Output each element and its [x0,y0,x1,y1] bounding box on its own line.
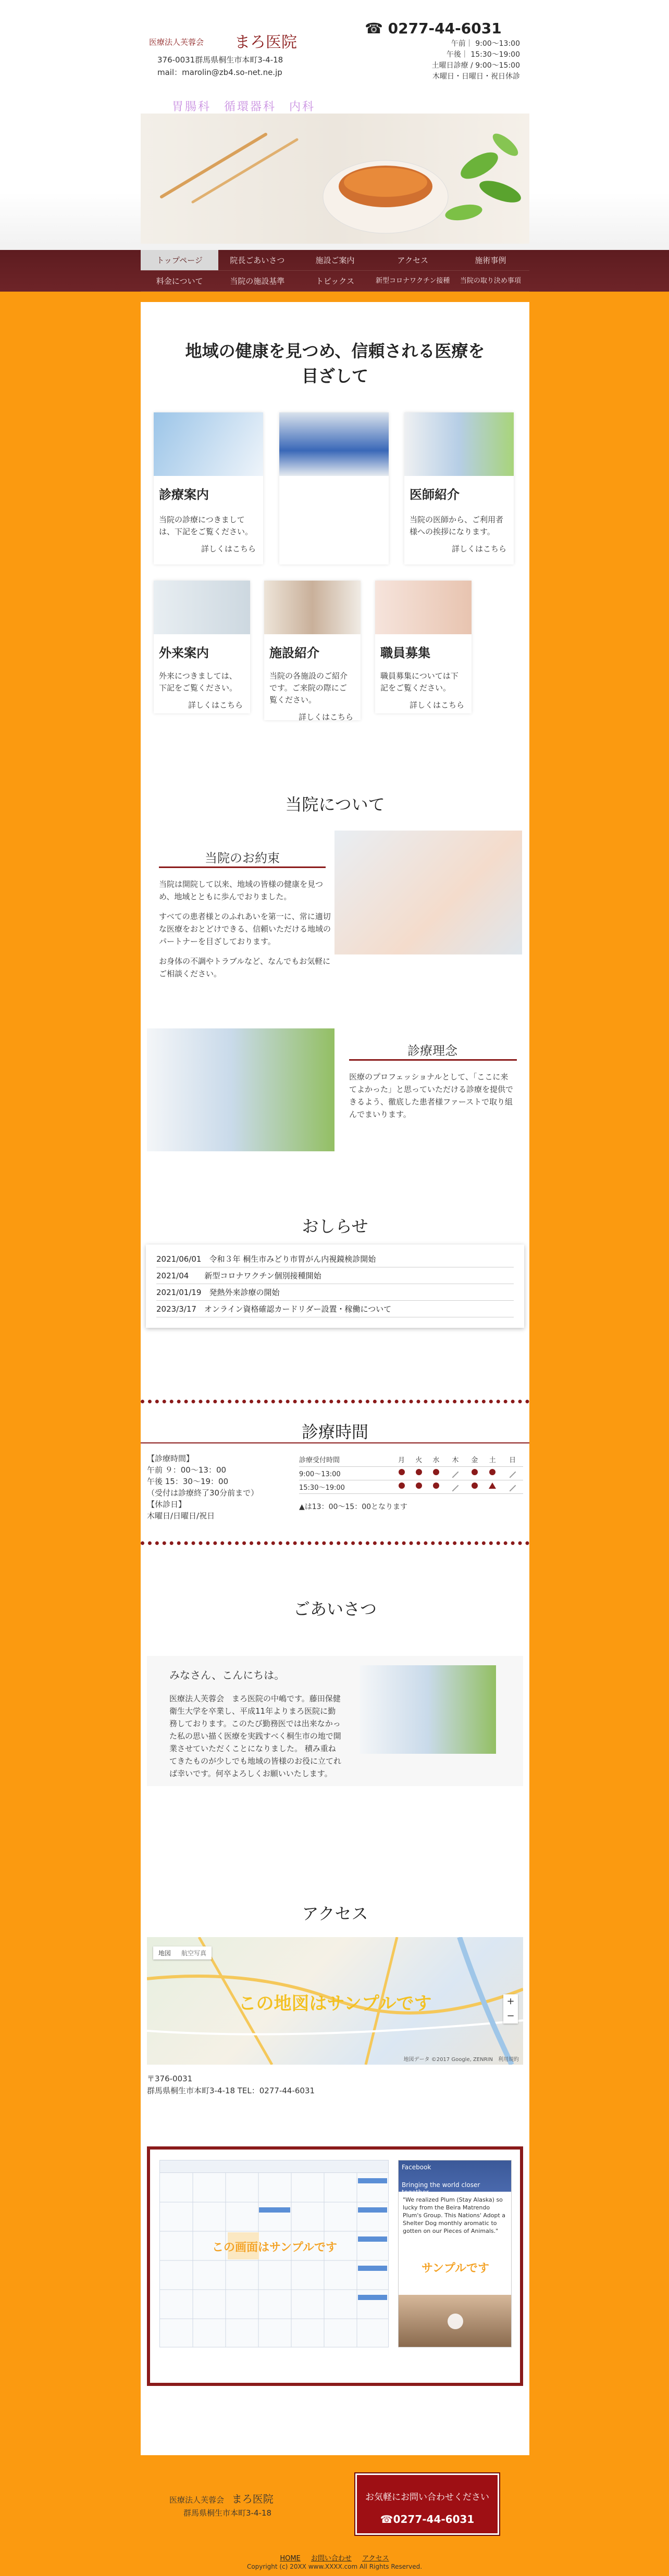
hours-table [299,1453,523,1512]
hours-line: 午後｜ 15:30～19:00 [446,51,520,59]
schedule-cell [393,1480,410,1493]
calendar-grid [160,2173,389,2347]
partial-mark-icon [489,1482,496,1489]
greeting-title: ごあいさつ [293,1599,377,1619]
table-header: 土 [489,1456,496,1465]
card-desc: 職員募集については下記をご覧ください。 [380,671,459,693]
closed-mark-icon [509,1471,516,1478]
tea-and-herbs-illustration [141,114,529,244]
footer-hospital-name: まろ医院 [231,2493,274,2505]
hospital-bed-photo [279,412,389,476]
nav-item-vaccine[interactable]: 新型コロナワクチン接種 [374,271,452,292]
nav-item-facilities[interactable]: 施設ご案内 [296,250,374,271]
footer [0,2455,669,2576]
map-tab[interactable]: 航空写真 [181,1950,207,1957]
open-mark-icon [433,1482,439,1489]
card-title: 診療案内 [159,487,209,502]
map-tab[interactable]: 地図 [158,1950,171,1957]
hours-text-line: 午前 ９：00～13：00 [147,1465,227,1475]
card-blank [279,412,389,564]
footer-link-home[interactable]: HOME [280,2555,301,2562]
schedule-cell [466,1466,483,1480]
nav-item-cases[interactable]: 施術事例 [452,250,529,271]
nav-item-fees[interactable]: 料金について [141,271,218,292]
card-doctors[interactable] [404,412,514,564]
card-link[interactable]: 詳しくはこちら [201,544,256,554]
hours-text-line: （受付は診療終了30分前まで） [147,1488,259,1498]
zoom-control[interactable]: + − [503,1994,518,2024]
nav-item-greeting[interactable]: 院長ごあいさつ [218,250,296,271]
table-row [299,1466,523,1480]
schedule-cell [483,1480,502,1493]
nav-item-topics[interactable]: トピックス [296,271,374,292]
hours-top-border [141,1400,529,1403]
schedule-cell [483,1466,502,1480]
hands-photo [375,581,472,634]
schedule-cell [410,1480,427,1493]
table-header: 金 [471,1456,478,1465]
facebook-sample-text: サンプルです [421,2262,490,2275]
table-header: 診療受付時間 [299,1456,340,1465]
schedule-cell [502,1466,523,1480]
promise-title: 当院のお約束 [205,851,280,865]
promise-paragraph: 当院は開院して以来、地域の皆様の健康を見つめ、地域とともに歩んでおりました。 [159,879,324,901]
card-desc: 外来につきましては、下記をご覧ください。 [159,671,238,693]
facebook-slogan: Bringing the world closer together. [402,2181,480,2196]
open-mark-icon [399,1482,405,1489]
news-item[interactable]: 2021/06/01 令和３年 桐生市みどり市胃がん内視鏡検診開始 [156,1251,514,1267]
header [141,0,529,250]
card-title: 外来案内 [159,646,209,660]
news-item[interactable]: 2023/3/17 オンライン資格確認カードリダー設置・稼働について [156,1301,514,1317]
facebook-title: Facebook [402,2164,431,2171]
footer-corp-name: 医療法人芙蓉会 [169,2495,225,2505]
footer-address: 群馬県桐生市本町3-4-18 [183,2508,271,2518]
room-photo [264,581,361,634]
hours-line: 土曜日診療 / 9:00～15:00 [431,61,520,70]
hours-text-line: 木曜日/日曜日/祝日 [147,1511,215,1521]
facebook-video-thumbnail[interactable] [399,2295,512,2347]
nav-item-top[interactable]: トップページ [141,250,218,271]
hours-line: 木曜日・日曜日・祝日休診 [432,72,520,81]
promise-text [159,878,331,980]
news-spacer [146,1245,524,1251]
card-consultation[interactable] [154,412,263,564]
header-hours [386,39,520,82]
greeting-text: 医療法人芙蓉会 まろ医院の中嶋です。藤田保健衛生大学を卒業し、平成11年よりまろ医院に勤務しております。このたび勤務医では出来なかった私の思い描く医療を実践すべく桐生市の地で開業させていただくことになりました。 積み重ねてきたものが少しでも地域の皆様のお役に立てれば幸いです。何卒よろしくお願いいたします。 [169,1694,342,1778]
main-nav [0,250,669,292]
main-content [141,302,529,2455]
open-mark-icon [416,1482,422,1489]
card-desc: 当院の各施設のご紹介です。ご来院の際にご覧ください。 [269,671,348,705]
card-desc: 当院の診療につきましては、下記をご覧ください。 [159,515,253,536]
doctor-photo [360,1665,496,1754]
building-photo [154,412,263,476]
facebook-header [399,2160,511,2196]
card-title: 施設紹介 [269,646,319,660]
card-recruit[interactable] [375,581,472,713]
philosophy-title: 診療理念 [407,1044,457,1058]
open-mark-icon [399,1469,405,1475]
hero-title-line: 目ざして [301,366,368,386]
promise-paragraph: すべての患者様とのふれあいを第一に、常に適切な医療をおとどけできる、信頼いただける地域のパートナーを目ざしております。 [159,912,331,946]
doctor-clipboard-photo [147,1028,334,1151]
facebook-embed[interactable] [398,2160,512,2347]
card-link[interactable]: 詳しくはこちら [409,700,464,710]
table-header: 日 [509,1456,516,1465]
access-title: アクセス [302,1904,368,1924]
open-mark-icon [433,1469,439,1475]
card-desc: 当院の医師から、ご利用者様への挨拶になります。 [410,515,504,536]
schedule-cell [445,1466,466,1480]
philosophy-text: 医療のプロフェッショナルとして、「ここに来てよかった」と思っていただける診療を提供できるよう、徹底した患者様ファーストで取り組んでまいります。 [349,1072,514,1119]
closed-mark-icon [509,1485,516,1491]
header-banner-image [141,114,529,244]
table-row [299,1480,523,1493]
nav-item-standards[interactable]: 当院の施設基準 [218,271,296,292]
embed-box [147,2146,523,2386]
news-item[interactable]: 2021/04 新型コロナワクチン個別接種開始 [156,1267,514,1284]
hours-text-line: 午後 15：30～19：00 [147,1477,229,1486]
footer-link-contact[interactable]: お問い合わせ [311,2555,352,2562]
header-phone[interactable]: ☎ 0277-44-6031 [365,20,502,37]
card-title: 医師紹介 [410,487,460,502]
doctor-photo [404,412,514,476]
nav-row-1 [141,250,529,271]
holding-hands-photo [334,831,522,954]
open-mark-icon [489,1469,495,1475]
schedule-cell [410,1466,427,1480]
header-mail[interactable]: mail：marolin@zb4.so-net.ne.jp [157,68,282,77]
calendar-toolbar [160,2160,388,2173]
hours-title: 診療時間 [301,1422,368,1442]
calendar-embed[interactable] [159,2160,389,2347]
map-credit: 地図データ ©2017 Google, ZENRIN 利用規約 [403,2057,519,2063]
greeting-heading: みなさん、こんにちは。 [169,1669,285,1681]
access-postal: 〒376-0031 [147,2074,193,2083]
card-facility[interactable] [264,581,361,720]
open-mark-icon [472,1482,478,1489]
table-header: 木 [452,1456,459,1465]
hours-note: ▲は13：00～15：00となります [299,1502,408,1511]
contact-phone: ☎0277-44-6031 [380,2513,475,2525]
schedule-cell [393,1466,410,1480]
philosophy-underline [349,1059,517,1061]
promise-paragraph: お身体の不調やトラブルなど、なんでもお気軽にご相談ください。 [159,957,331,978]
hours-left-text [147,1453,293,1522]
hours-bottom-border [141,1541,529,1545]
hours-line: 午前｜ 9:00～13:00 [451,40,520,48]
map-sample-text: この地図はサンプルです [238,1993,432,2014]
open-mark-icon [416,1469,422,1475]
hero-title-line: 地域の健康を見つめ、信頼される医療を [185,341,485,361]
row-label: 15:30～19:00 [299,1484,345,1492]
nav-item-rules[interactable]: 当院の取り決め事項 [452,271,529,292]
facebook-post: "We realized Plum (Stay Alaska) so lucky from the Beira Matrendo Plum's Group. This Nations' Adopt a Shelter Dog monthly aromatic to gotten on our Pieces of Animals." [403,2196,505,2234]
news-item[interactable]: 2021/01/19 発熱外来診療の開始 [156,1284,514,1301]
news-list [146,1245,524,1328]
nav-row-2 [141,271,529,292]
card-outpatient[interactable] [154,581,250,713]
play-icon[interactable] [448,2314,463,2329]
contact-button[interactable] [355,2473,499,2535]
copyright: Copyright (c) 20XX www.XXXX.com All Rights Reserved. [246,2563,423,2570]
hours-text-line: 【診療時間】 [147,1454,194,1463]
header-address: 376-0031群馬県桐生市本町3-4-18 [157,55,283,65]
about-title: 当院について [285,795,385,814]
card-link[interactable]: 詳しくはこちら [451,544,506,554]
google-map[interactable] [147,1937,523,2065]
stethoscope-photo [154,581,250,634]
schedule-cell [427,1466,444,1480]
map-type-control [153,1946,212,1959]
hours-title-underline [141,1442,529,1443]
promise-underline [159,866,326,868]
closed-mark-icon [452,1485,459,1491]
footer-links [0,2553,669,2562]
news-title: おしらせ [302,1216,368,1236]
schedule-cell [502,1480,523,1493]
table-header: 火 [415,1456,423,1465]
corp-name: 医療法人芙蓉会 [149,37,204,47]
card-title: 職員募集 [380,646,430,660]
open-mark-icon [472,1469,478,1475]
calendar-sample-text: この画面はサンプルです [212,2241,338,2254]
card-link[interactable]: 詳しくはこちら [298,712,353,722]
hours-text-line: 【休診日】 [147,1500,187,1509]
table-header: 月 [398,1456,405,1465]
schedule-cell [427,1480,444,1493]
schedule-cell [466,1480,483,1493]
closed-mark-icon [452,1471,459,1478]
table-header: 水 [432,1456,440,1465]
row-label: 9:00～13:00 [299,1470,341,1478]
footer-link-access[interactable]: アクセス [362,2555,389,2562]
nav-item-access[interactable]: アクセス [374,250,452,271]
hero-title [141,338,529,388]
contact-label: お気軽にお問い合わせください [365,2492,489,2503]
card-link[interactable]: 詳しくはこちら [188,700,243,710]
access-address: 群馬県桐生市本町3-4-18 TEL：0277-44-6031 [147,2086,315,2095]
footer-corp [169,2491,274,2506]
schedule-cell [445,1480,466,1493]
hospital-name[interactable]: まろ医院 [234,33,297,52]
department-list: 胃腸科 循環器科 内科 [172,100,316,114]
